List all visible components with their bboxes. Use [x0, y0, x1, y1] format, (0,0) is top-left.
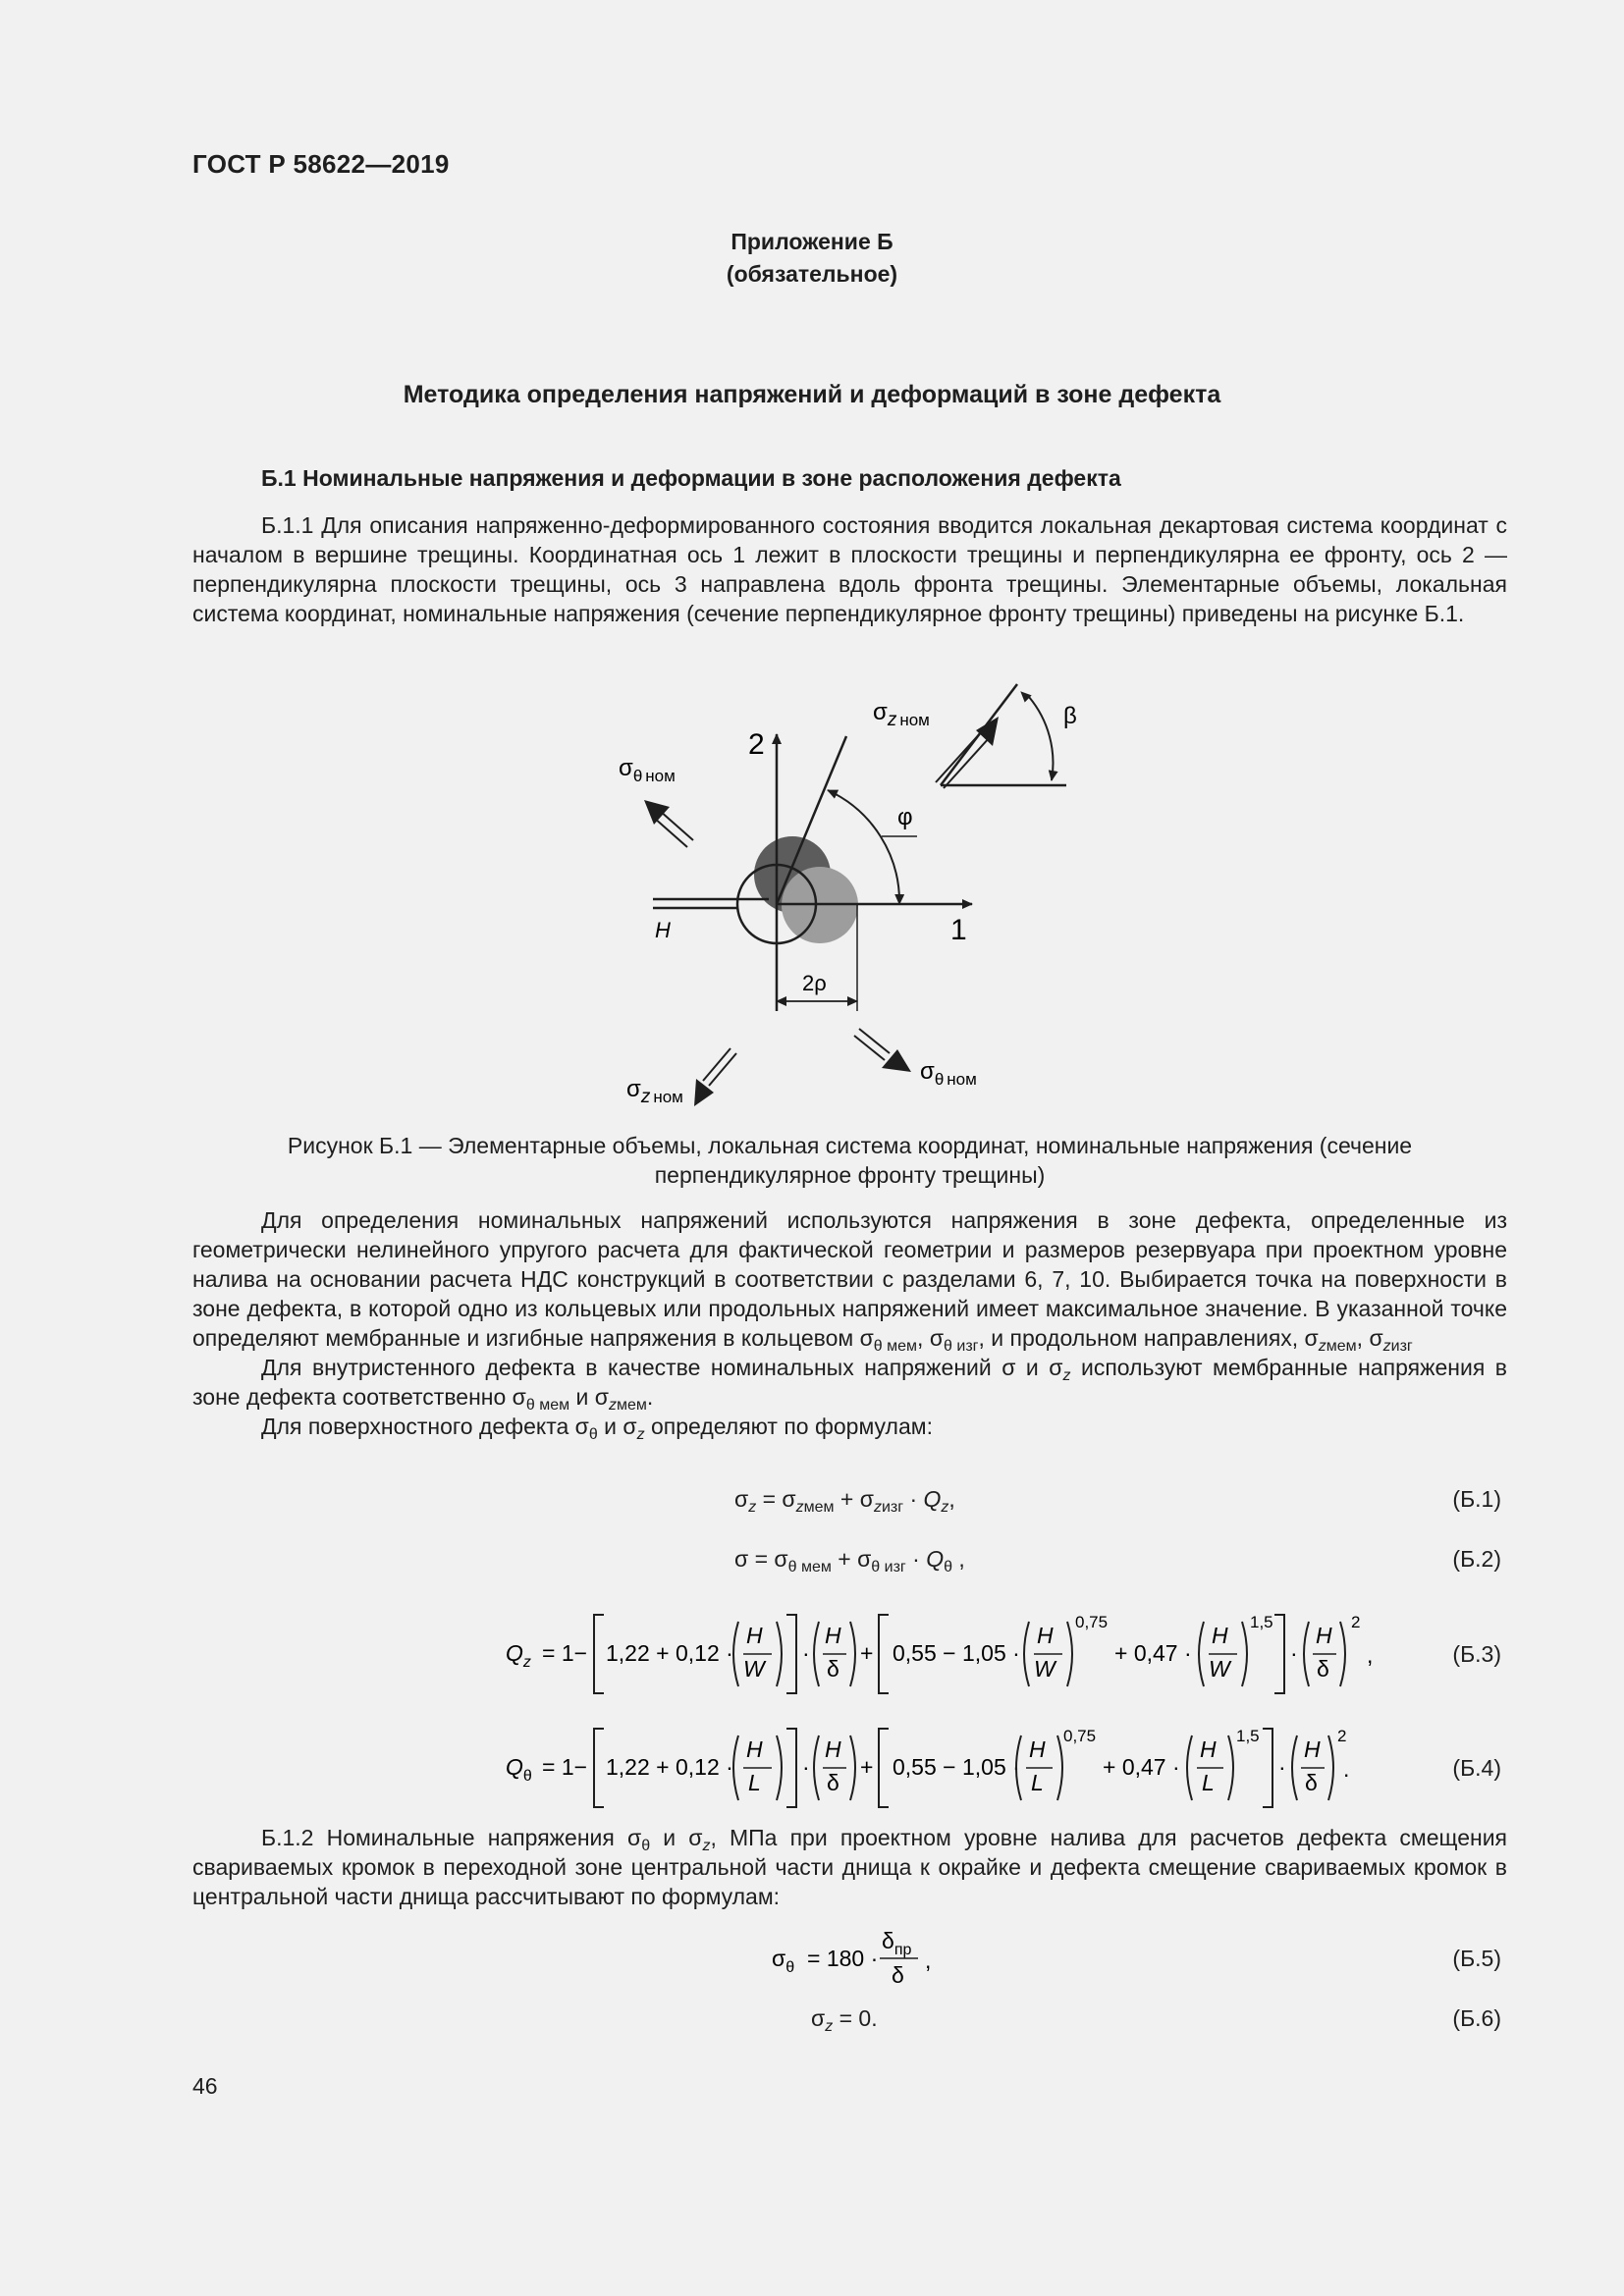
figure-b1 [589, 667, 1139, 1119]
svg-text:·: · [1290, 1640, 1298, 1666]
stress-arrow-theta-upper [644, 800, 693, 847]
stress-arrow-z-lower [694, 1048, 736, 1106]
svg-text:1,22 + 0,12 ·: 1,22 + 0,12 · [606, 1754, 733, 1780]
svg-text:δ: δ [1317, 1656, 1329, 1682]
figure-caption: Рисунок Б.1 — Элементарные объемы, локальная система координат, номинальные напряжения (сечение перпендикулярное фронту трещины) [287, 1133, 1413, 1188]
svg-text:= 1−: = 1− [542, 1640, 588, 1666]
paragraph-nominal [192, 1205, 1507, 1441]
svg-text:H: H [1037, 1623, 1054, 1648]
svg-text:δпр: $\delta_{пр}$ [882, 1928, 912, 1958]
svg-text:δ: δ [1305, 1770, 1318, 1795]
page-number: 46 [192, 2073, 218, 2099]
sigma-theta-upper-label: $\sigma_\theta$ ном [619, 755, 676, 785]
svg-text:H: H [1212, 1623, 1228, 1648]
svg-text:W: W [1034, 1656, 1056, 1682]
equation-b5 [756, 1919, 952, 1998]
svg-text:σθ: $\sigma_\theta$ [772, 1946, 795, 1976]
svg-text:,: , [925, 1948, 932, 1973]
svg-text:L: L [748, 1770, 761, 1795]
equation-number: (Б.1) [1452, 1486, 1501, 1512]
svg-text:H: H [746, 1623, 763, 1648]
equation-b1: $\sigma_z = \sigma_{zмем} + \sigma_{zизг} \cdot Q_z$, [734, 1486, 955, 1516]
svg-text:+: + [860, 1640, 874, 1666]
standard-header: ГОСТ Р 58622—2019 [192, 149, 450, 179]
svg-text:H: H [825, 1623, 841, 1648]
svg-text:·: · [802, 1640, 810, 1666]
svg-text:+ 0,47 ·: + 0,47 · [1114, 1640, 1192, 1666]
paragraph-text: Б.1.1 Для описания напряженно-деформированного состояния вводится локальная декартовая система координат с началом в вершине трещины. Координатная ось 1 лежит в плоскости трещины и перпендикулярна ее фронту, ось 2 — перпендикулярна плоскости трещины, ось 3 направлена вдоль фронта трещины. Элементарные объемы, локальная система координат, номинальные напряжения (сечение перпендикулярное фронту трещины) приведены на рисунке Б.1. [192, 512, 1507, 626]
svg-text:H: H [1029, 1736, 1046, 1762]
svg-text:Qz: $Q_z$ [506, 1640, 531, 1671]
svg-text:H: H [1316, 1623, 1332, 1648]
equation-b6: $\sigma_z = 0$. [811, 2005, 878, 2035]
svg-text:δ: δ [892, 1962, 904, 1988]
svg-text:H: H [1304, 1736, 1321, 1762]
paragraph-text: Для определения номинальных напряжений используются напряжения в зоне дефекта, определенные из геометрически нелинейного упругого расчета для фактической геометрии и размеров резервуара при проектном уровне налива на основании расчета НДС конструкций в соответствии с разделами 6, 7, 10. Выбирается точка на поверхности в зоне дефекта, в которой одно из кольцевых или продольных напряжений имеет максимальное значение. В указанной точке определяют мембранные и изгибные напряжения в кольцевом $\sigma_{\theta мем}$, $\sigma_{\theta изг}$, и продольном направлениях, $\sigma_{zмем}$, $\sigma_{zизг}$ [192, 1207, 1507, 1355]
svg-text:δ: δ [827, 1770, 839, 1795]
h-label: H [655, 918, 671, 942]
svg-text:+ 0,47 ·: + 0,47 · [1103, 1754, 1180, 1780]
svg-text:2: 2 [1351, 1613, 1361, 1631]
section-heading: Б.1 Номинальные напряжения и деформации в зоне расположения дефекта [261, 465, 1121, 491]
svg-text:Qθ: $Q_\theta$ [506, 1754, 532, 1785]
svg-text:H: H [746, 1736, 763, 1762]
svg-text:1,5: 1,5 [1236, 1727, 1260, 1745]
sigma-z-lower-label: $\sigma_z$ ном [626, 1076, 683, 1107]
equation-number: (Б.2) [1452, 1546, 1501, 1572]
equation-number: (Б.4) [1452, 1755, 1501, 1781]
svg-text:0,75: 0,75 [1075, 1613, 1109, 1631]
svg-text:L: L [1202, 1770, 1215, 1795]
annex-heading [0, 226, 1624, 291]
equation-b2: $\sigma = \sigma_{\theta мем} + \sigma_{\theta изг} \cdot Q_\theta$ , [734, 1546, 965, 1575]
beta-arc [1029, 697, 1053, 780]
annex-status: (обязательное) [726, 261, 898, 287]
paragraph-b11 [192, 510, 1507, 628]
svg-text:1,22 + 0,12 ·: 1,22 + 0,12 · [606, 1640, 733, 1666]
svg-text:L: L [1031, 1770, 1044, 1795]
svg-text:= 180 ·: = 180 · [807, 1946, 879, 1971]
phi-label: φ [897, 804, 913, 830]
svg-text:H: H [1200, 1736, 1217, 1762]
paragraph-text: Б.1.2 Номинальные напряжения $\sigma_\theta$ и $\sigma_z$, МПа при проектном уровне налива для расчетов дефекта смещения свариваемых кромок в переходной зоне центральной части днища к окрайке и дефекта смещение свариваемых кромок в центральной части днища рассчитывают по формулам: [192, 1825, 1507, 1909]
svg-text:0,55 − 1,05 ·: 0,55 − 1,05 · [893, 1640, 1020, 1666]
svg-text:,: , [1367, 1642, 1374, 1668]
svg-text:W: W [1209, 1656, 1230, 1682]
stress-arrow-theta-lower [854, 1029, 911, 1072]
beta-arc-rev [1021, 692, 1053, 780]
sigma-z-upper-label: $\sigma_z$ ном [873, 699, 930, 730]
equation-number: (Б.6) [1452, 2005, 1501, 2031]
equation-number: (Б.5) [1452, 1946, 1501, 1971]
equation-number: (Б.3) [1452, 1641, 1501, 1667]
equation-b4 [496, 1713, 1399, 1811]
svg-text:H: H [825, 1736, 841, 1762]
annex-title: Приложение Б [731, 229, 893, 254]
svg-text:·: · [1278, 1754, 1286, 1780]
sigma-theta-lower-label: $\sigma_\theta$ ном [920, 1058, 977, 1089]
paragraph-text: Для поверхностного дефекта $\sigma_\theta$ и $\sigma_z$ определяют по формулам: [261, 1414, 933, 1443]
rho-label: 2ρ [802, 971, 827, 995]
svg-text:.: . [1343, 1756, 1350, 1782]
paragraph-text: Для внутристенного дефекта в качестве номинальных напряжений σ и $\sigma_z$ используют мембранные напряжения в зоне дефекта соответственно $\sigma_{\theta мем}$ и $\sigma_{zмем}$. [192, 1355, 1507, 1414]
svg-text:+: + [860, 1754, 874, 1780]
svg-text:= 1−: = 1− [542, 1754, 588, 1780]
beta-label: β [1063, 703, 1077, 729]
svg-text:δ: δ [827, 1656, 839, 1682]
svg-text:2: 2 [1337, 1727, 1347, 1745]
svg-text:0,55 − 1,05 ·: 0,55 − 1,05 · [893, 1754, 1020, 1780]
page-title: Методика определения напряжений и деформаций в зоне дефекта [403, 381, 1221, 408]
axis-1-label: 1 [950, 914, 967, 946]
svg-text:·: · [802, 1754, 810, 1780]
equation-b3 [496, 1600, 1399, 1698]
svg-text:W: W [743, 1656, 765, 1682]
axis-2-label: 2 [748, 728, 765, 761]
paragraph-b12 [192, 1823, 1507, 1911]
svg-text:0,75: 0,75 [1063, 1727, 1097, 1745]
svg-text:1,5: 1,5 [1250, 1613, 1273, 1631]
